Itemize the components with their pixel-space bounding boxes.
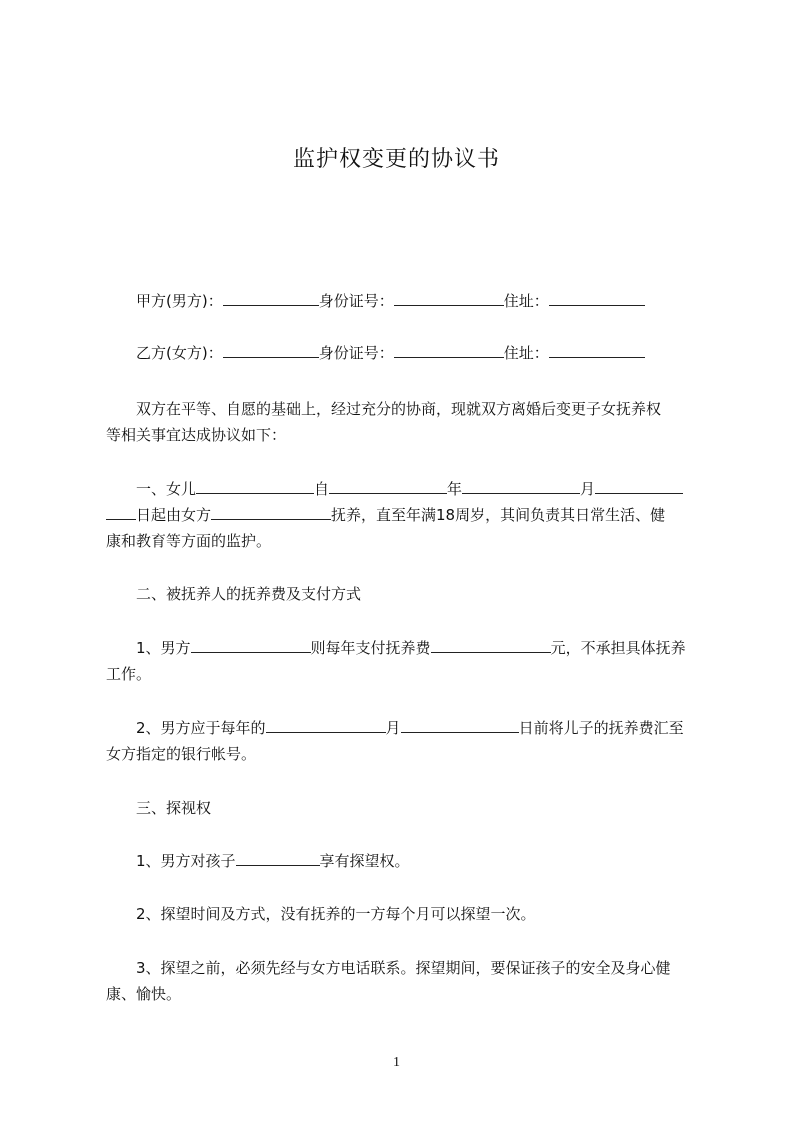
clause-1-day-text: 日起由女方 xyxy=(136,506,212,524)
day-blank-start[interactable] xyxy=(595,479,683,494)
party-b-address-label: 住址： xyxy=(503,344,549,362)
clause-1-from: 自 xyxy=(314,480,330,498)
payment-month-blank[interactable] xyxy=(266,718,386,733)
daughter-name-blank[interactable] xyxy=(196,479,314,494)
clause-1-month: 月 xyxy=(580,480,596,498)
clause-1-prefix: 一、女儿 xyxy=(136,480,197,498)
section-2-item-2-b: 月 xyxy=(385,719,401,737)
custody-blank[interactable] xyxy=(211,505,331,520)
page-number: 1 xyxy=(393,1055,400,1070)
section-3-item-1-a: 1、男方对孩子 xyxy=(136,852,236,870)
section-3-item-2: 2、探望时间及方式，没有抚养的一方每个月可以探望一次。 xyxy=(136,905,536,923)
clause-1-rest: 抚养，直至年满18周岁，其间负责其日常生活、健 xyxy=(331,506,666,524)
section-2-heading: 二、被抚养人的抚养费及支付方式 xyxy=(136,585,362,603)
party-a-id-blank[interactable] xyxy=(394,291,504,306)
clause-1-year: 年 xyxy=(447,480,463,498)
section-2-item-1-line-2: 工作。 xyxy=(106,665,152,683)
month-blank[interactable] xyxy=(462,479,580,494)
section-3-item-3-line-1: 3、探望之前，必须先经与女方电话联系。探望期间，要保证孩子的安全及身心健 xyxy=(136,959,671,977)
party-a-address-label: 住址： xyxy=(503,292,549,310)
clause-1-line-3: 康和教育等方面的监护。 xyxy=(106,532,272,550)
section-3-item-1-b: 享有探望权。 xyxy=(319,852,410,870)
party-b-address-blank[interactable] xyxy=(549,343,645,358)
intro-line-1: 双方在平等、自愿的基础上，经过充分的协商，现就双方离婚后变更子女抚养权 xyxy=(136,400,662,418)
section-2-item-1-line-1 xyxy=(136,638,686,658)
day-blank-end[interactable] xyxy=(106,505,136,520)
year-blank[interactable] xyxy=(329,479,447,494)
section-2-item-2-line-2: 女方指定的银行帐号。 xyxy=(106,745,257,763)
party-b-id-label: 身份证号： xyxy=(318,344,394,362)
party-b-id-blank[interactable] xyxy=(394,343,504,358)
party-b-label: 乙方(女方)： xyxy=(136,344,223,362)
section-2-item-1-a: 1、男方 xyxy=(136,639,191,657)
clause-1-line-2 xyxy=(106,505,665,525)
section-2-item-1-b: 则每年支付抚养费 xyxy=(310,639,431,657)
party-a-address-blank[interactable] xyxy=(549,291,645,306)
section-2-item-2-line-1 xyxy=(136,718,684,738)
clause-1-line-1 xyxy=(136,479,683,499)
section-3-item-3-line-2: 康、愉快。 xyxy=(106,985,182,1003)
section-2-item-1-c: 元，不承担具体抚养 xyxy=(550,639,686,657)
party-a-label: 甲方(男方)： xyxy=(136,292,223,310)
support-amount-blank[interactable] xyxy=(431,638,551,653)
party-a-line xyxy=(136,291,645,311)
party-b-line xyxy=(136,343,645,363)
section-3-heading: 三、探视权 xyxy=(136,799,212,817)
child-name-blank[interactable] xyxy=(236,851,320,866)
section-3-item-1 xyxy=(136,851,410,871)
section-2-item-2-c: 日前将儿子的抚养费汇至 xyxy=(518,719,684,737)
payment-day-blank[interactable] xyxy=(401,718,519,733)
party-a-name-blank[interactable] xyxy=(223,291,319,306)
section-2-item-2-a: 2、男方应于每年的 xyxy=(136,719,266,737)
party-b-name-blank[interactable] xyxy=(223,343,319,358)
document-title: 监护权变更的协议书 xyxy=(292,147,500,172)
father-name-blank[interactable] xyxy=(191,638,311,653)
party-a-id-label: 身份证号： xyxy=(318,292,394,310)
intro-line-2: 等相关事宜达成协议如下： xyxy=(106,426,287,444)
